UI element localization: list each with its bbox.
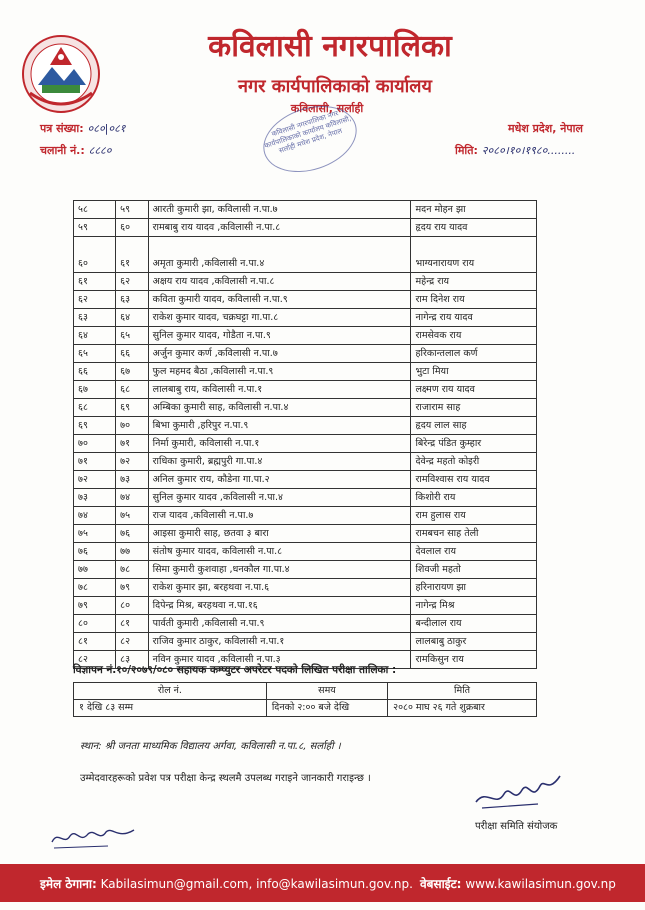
serial-cell: ७४ [74, 507, 116, 525]
roll-cell: ७२ [116, 453, 149, 471]
roll-cell: ६२ [116, 273, 149, 291]
municipality-title: कविलासी नगरपालिका [208, 29, 452, 64]
website-label: वेबसाईट: [420, 877, 462, 891]
dispatch-number-label: चलानी नं.: [40, 144, 85, 157]
table-row [74, 561, 537, 579]
schedule-header-row [74, 683, 537, 700]
roll-cell: ८१ [116, 615, 149, 633]
parent-name-cell: किशोरी राय [411, 489, 537, 507]
letter-date [455, 144, 575, 158]
parent-name-cell: देवेन्द्र महतो कोइरी [411, 453, 537, 471]
serial-cell: ७८ [74, 579, 116, 597]
schedule-header-time: समय [266, 683, 387, 700]
serial-cell: ७१ [74, 453, 116, 471]
table-row [74, 489, 537, 507]
candidate-name-cell: कविता कुमारी यादव, कविलासी न.पा.९ [148, 291, 411, 309]
serial-cell: ६३ [74, 309, 116, 327]
letter-number [40, 122, 126, 136]
candidate-name-cell: आइसा कुमारी साह, छतवा ३ बारा [148, 525, 411, 543]
serial-cell: ८१ [74, 633, 116, 651]
schedule-roll: १ देखि ८३ सम्म [74, 700, 267, 717]
table-row [74, 615, 537, 633]
candidate-table [73, 200, 537, 669]
roll-cell: ७९ [116, 579, 149, 597]
roll-cell: ७४ [116, 489, 149, 507]
roll-cell: ६४ [116, 309, 149, 327]
serial-cell: ७६ [74, 543, 116, 561]
serial-cell: ७० [74, 435, 116, 453]
parent-name-cell: भाग्यनारायण राय [411, 237, 537, 273]
serial-cell: ७२ [74, 471, 116, 489]
roll-cell: ८३ [116, 651, 149, 669]
roll-cell: ७८ [116, 561, 149, 579]
candidate-name-cell: राकेश कुमार यादव, चक्रघट्टा गा.पा.८ [148, 309, 411, 327]
parent-name-cell: राम हुलास राय [411, 507, 537, 525]
roll-cell: ६० [116, 219, 149, 237]
candidate-name-cell: अनिल कुमार राय, कौडेना गा.पा.२ [148, 471, 411, 489]
candidate-name-cell: अम्बिका कुमारी साह, कविलासी न.पा.४ [148, 399, 411, 417]
dispatch-number [40, 144, 112, 158]
candidate-name-cell: लालबाबु राय, कविलासी न.पा.१ [148, 381, 411, 399]
municipality-emblem [20, 33, 102, 115]
province-name: मधेश प्रदेश, नेपाल [508, 122, 583, 135]
parent-name-cell: राम दिनेश राय [411, 291, 537, 309]
candidate-name-cell: नविन कुमार यादव ,कविलासी न.पा.३ [148, 651, 411, 669]
serial-cell: ८२ [74, 651, 116, 669]
letter-number-label: पत्र संख्या: [40, 122, 84, 135]
parent-name-cell: भुटा मिया [411, 363, 537, 381]
roll-cell: ७३ [116, 471, 149, 489]
parent-name-cell: देवलाल राय [411, 543, 537, 561]
serial-cell: ६६ [74, 363, 116, 381]
parent-name-cell: रामविश्वास राय यादव [411, 471, 537, 489]
email-label: इमेल ठेगाना: [40, 877, 97, 891]
footer-website [420, 875, 616, 892]
candidate-name-cell: सुनिल कुमार यादव, गोडैता न.पा.९ [148, 327, 411, 345]
office-address: कविलासी, सर्लाही [290, 102, 364, 115]
schedule-row [74, 700, 537, 717]
serial-cell: ६१ [74, 273, 116, 291]
candidate-name-cell: राज यादव ,कविलासी न.पा.७ [148, 507, 411, 525]
parent-name-cell: बिरेन्द्र पंडित कुम्हार [411, 435, 537, 453]
parent-name-cell: लक्ष्मण राय यादव [411, 381, 537, 399]
serial-cell: ७३ [74, 489, 116, 507]
exam-venue: स्थान: श्री जनता माध्यमिक विद्यालय अर्गवा, कविलासी न.पा.८, सर्लाही । [80, 741, 341, 752]
candidate-name-cell: सुनिल कुमार यादव ,कविलासी न.पा.४ [148, 489, 411, 507]
admit-card-info: उम्मेदवारहरूको प्रवेश पत्र परीक्षा केन्द्र स्थलमै उपलब्ध गराइने जानकारी गराइन्छ । [80, 773, 371, 784]
exam-notice: विज्ञापन नं.१०/२०७९/०८० सहायक कम्प्युटर अपरेटर पदको लिखित परीक्षा तालिका : [73, 664, 397, 676]
schedule-time: दिनको २:०० बजे देखि [266, 700, 387, 717]
date-label: मिति: [455, 144, 478, 157]
coordinator-signature [468, 768, 568, 816]
roll-cell: ६८ [116, 381, 149, 399]
candidate-name-cell: राकेश कुमार झा, बरहथवा न.पा.६ [148, 579, 411, 597]
serial-cell: ५९ [74, 219, 116, 237]
table-row [74, 381, 537, 399]
coordinator-title: परीक्षा समिति संयोजक [475, 821, 558, 832]
roll-cell: ८० [116, 597, 149, 615]
candidate-name-cell: निर्मा कुमारी, कविलासी न.पा.१ [148, 435, 411, 453]
email-addresses: Kabilasimun@gmail.com, info@kawilasimun.gov.np. [100, 877, 413, 891]
serial-cell: ८० [74, 615, 116, 633]
website-url: www.kawilasimun.gov.np [465, 877, 616, 891]
serial-cell: ६४ [74, 327, 116, 345]
candidate-name-cell: फुल महमद बैठा ,कविलासी न.पा.९ [148, 363, 411, 381]
roll-cell: ५९ [116, 201, 149, 219]
roll-cell: ७६ [116, 525, 149, 543]
roll-cell: ८२ [116, 633, 149, 651]
letter-number-value: ०८०|०८१ [87, 122, 126, 135]
table-row [74, 471, 537, 489]
parent-name-cell: नागेन्द्र मिश्र [411, 597, 537, 615]
schedule-header-date: मिति [388, 683, 537, 700]
table-row [74, 399, 537, 417]
parent-name-cell: लालबाबु ठाकुर [411, 633, 537, 651]
parent-name-cell: रामसेवक राय [411, 327, 537, 345]
roll-cell: ६६ [116, 345, 149, 363]
parent-name-cell: शिवजी महतो [411, 561, 537, 579]
serial-cell: ७५ [74, 525, 116, 543]
table-row [74, 507, 537, 525]
table-row [74, 543, 537, 561]
footer-email [40, 875, 413, 892]
date-value: २०८०।१०।१९८०........ [481, 144, 576, 157]
parent-name-cell: हृदय लाल साह [411, 417, 537, 435]
parent-name-cell: रामकिसुन राय [411, 651, 537, 669]
office-stamp: कविलासी नगरपालिका नगर कार्यपालिकाको कार्यालय कविलासी, सर्लाही मधेश प्रदेश, नेपाल [255, 95, 365, 184]
serial-cell: ६७ [74, 381, 116, 399]
candidate-name-cell: राजिव कुमार ठाकुर, कविलासी न.पा.१ [148, 633, 411, 651]
exam-schedule-table [73, 682, 537, 717]
candidate-name-cell: दिपेन्द्र मिश्र, बरहथवा न.पा.१६ [148, 597, 411, 615]
serial-cell: ६५ [74, 345, 116, 363]
candidate-name-cell: पार्वती कुमारी ,कविलासी न.पा.९ [148, 615, 411, 633]
parent-name-cell: राजाराम साह [411, 399, 537, 417]
parent-name-cell: बन्दीलाल राय [411, 615, 537, 633]
table-row [74, 363, 537, 381]
serial-cell: ६९ [74, 417, 116, 435]
parent-name-cell: महेन्द्र राय [411, 273, 537, 291]
table-row [74, 579, 537, 597]
parent-name-cell: मदन मोहन झा [411, 201, 537, 219]
serial-cell: ५८ [74, 201, 116, 219]
table-row [74, 237, 537, 273]
candidate-name-cell: रामबाबु राय यादव ,कविलासी न.पा.८ [148, 219, 411, 237]
roll-cell: ७० [116, 417, 149, 435]
candidate-name-cell: आरती कुमारी झा, कविलासी न.पा.७ [148, 201, 411, 219]
table-row [74, 633, 537, 651]
table-row [74, 309, 537, 327]
roll-cell: ७१ [116, 435, 149, 453]
roll-cell: ६१ [116, 237, 149, 273]
schedule-header-roll: रोल नं. [74, 683, 267, 700]
schedule-date: २०८० माघ २६ गते शुक्रबार [388, 700, 537, 717]
roll-cell: ६९ [116, 399, 149, 417]
candidate-name-cell: राधिका कुमारी, ब्रह्मपुरी गा.पा.४ [148, 453, 411, 471]
table-row [74, 345, 537, 363]
parent-name-cell: रामबचन साह तेली [411, 525, 537, 543]
initial-signature [48, 820, 140, 854]
table-row [74, 201, 537, 219]
serial-cell: ६२ [74, 291, 116, 309]
table-row [74, 597, 537, 615]
candidate-name-cell: संतोष कुमार यादव, कविलासी न.पा.८ [148, 543, 411, 561]
candidate-name-cell: बिभा कुमारी ,हरिपुर न.पा.९ [148, 417, 411, 435]
roll-cell: ७७ [116, 543, 149, 561]
serial-cell: ६८ [74, 399, 116, 417]
serial-cell: ७९ [74, 597, 116, 615]
parent-name-cell: नागेन्द्र राय यादव [411, 309, 537, 327]
serial-cell: ७७ [74, 561, 116, 579]
dispatch-number-value: ८८८० [88, 144, 112, 157]
candidate-name-cell: अमृता कुमारी ,कविलासी न.पा.४ [148, 237, 411, 273]
parent-name-cell: हृदय राय यादव [411, 219, 537, 237]
roll-cell: ६५ [116, 327, 149, 345]
table-row [74, 327, 537, 345]
table-row [74, 435, 537, 453]
parent-name-cell: हरिनारायण झा [411, 579, 537, 597]
table-row [74, 453, 537, 471]
office-subtitle: नगर कार्यपालिकाको कार्यालय [238, 76, 432, 97]
table-row [74, 219, 537, 237]
table-row [74, 273, 537, 291]
candidate-name-cell: अर्जुन कुमार कर्ण ,कविलासी न.पा.७ [148, 345, 411, 363]
table-row [74, 525, 537, 543]
table-row [74, 417, 537, 435]
roll-cell: ७५ [116, 507, 149, 525]
parent-name-cell: हरिकान्तलाल कर्ण [411, 345, 537, 363]
letter-footer [0, 864, 645, 902]
roll-cell: ६३ [116, 291, 149, 309]
roll-cell: ६७ [116, 363, 149, 381]
serial-cell: ६० [74, 237, 116, 273]
candidate-name-cell: सिमा कुमारी कुशवाहा ,धनकौल गा.पा.४ [148, 561, 411, 579]
candidate-name-cell: अक्षय राय यादव ,कविलासी न.पा.८ [148, 273, 411, 291]
table-row [74, 291, 537, 309]
